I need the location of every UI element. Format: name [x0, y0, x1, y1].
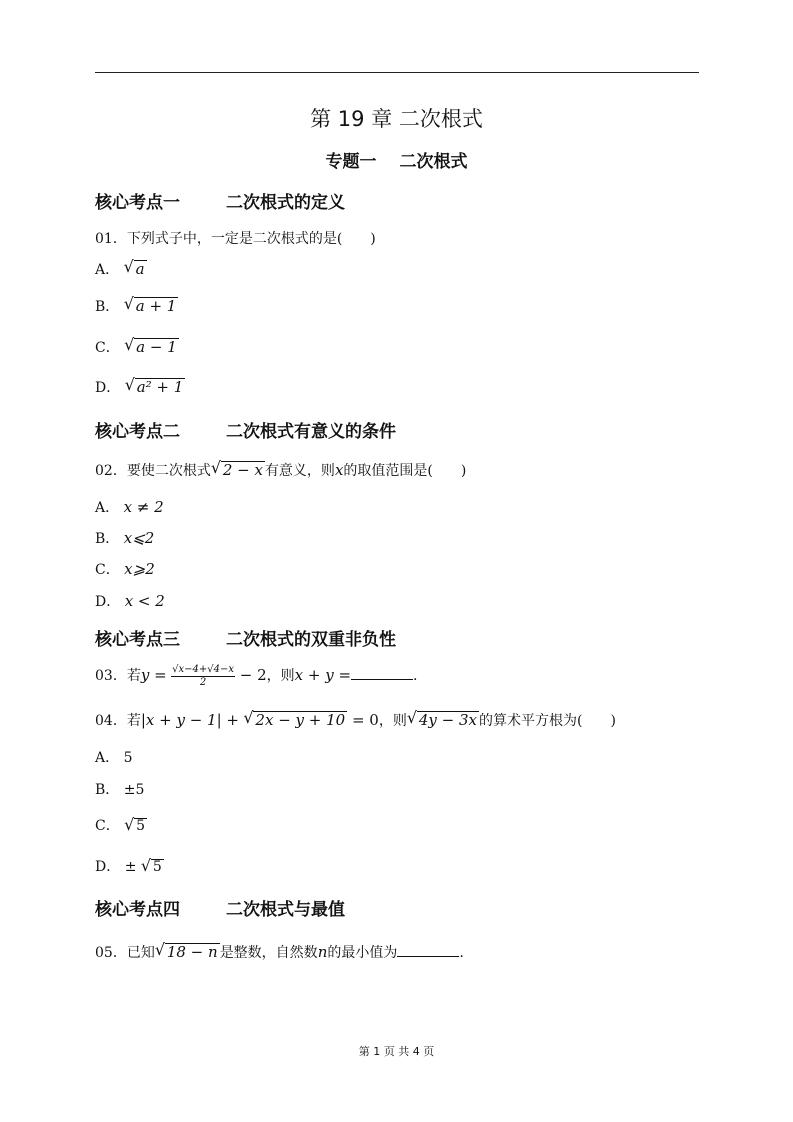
option-expression: ±5	[123, 782, 145, 798]
q04-option-d	[95, 856, 164, 876]
section-title: 二次根式的定义	[226, 193, 345, 213]
q01-option-b	[95, 296, 178, 316]
section-heading-4	[95, 895, 345, 920]
option-letter: A．	[95, 262, 120, 278]
sqrt-expression: √ 2 − x	[210, 458, 263, 479]
section-title: 二次根式与最值	[226, 900, 345, 920]
chapter-title: 第 19 章 二次根式	[310, 107, 483, 131]
option-letter: D．	[95, 594, 121, 610]
option-letter: C．	[95, 818, 120, 834]
option-letter: D．	[95, 380, 121, 396]
section-heading-2	[95, 417, 396, 442]
section-heading-1	[95, 188, 345, 213]
topic-subtitle: 专题一 二次根式	[325, 152, 468, 172]
answer-blank[interactable]	[351, 667, 413, 680]
sqrt-expression: √ a − 1	[124, 335, 177, 356]
sqrt-expression: √ 2x − y + 10	[243, 708, 346, 729]
option-letter: B．	[95, 782, 120, 798]
section-label: 核心考点二	[95, 422, 180, 442]
question-04-stem: 04．若|x + y − 1| + √ 2x − y + 10 = 0，则 √ 4y − 3x 的算术平方根为( )	[95, 708, 616, 729]
option-expression: 5	[123, 750, 133, 766]
sqrt-expression: √ 5	[140, 856, 162, 875]
sqrt-expression: √ 4y − 3x	[406, 708, 477, 729]
section-title: 二次根式的双重非负性	[226, 630, 396, 650]
option-expression: ±	[124, 859, 141, 875]
sqrt-expression: √ a + 1	[123, 294, 177, 315]
question-03-stem: 03．若y = $\frac{√x-4+√4-x}{2}$ − 2，则x + y = .	[95, 664, 418, 688]
option-letter: D．	[95, 859, 121, 875]
q01-option-a	[95, 259, 147, 279]
sqrt-expression: √ 18 − n	[154, 940, 218, 961]
question-01-stem: 01．下列式子中，一定是二次根式的是( )	[95, 231, 376, 247]
option-expression: x < 2	[124, 592, 165, 610]
option-letter: C．	[95, 562, 120, 578]
q02-option-b	[95, 528, 154, 548]
q02-option-c	[95, 559, 155, 579]
sqrt-expression: √ a	[123, 257, 145, 278]
q02-option-d	[95, 591, 165, 611]
sqrt-expression: √ 5	[124, 815, 146, 834]
section-label: 核心考点一	[95, 193, 180, 213]
q04-option-b	[95, 779, 144, 799]
section-title: 二次根式有意义的条件	[226, 422, 396, 442]
q02-option-a	[95, 497, 164, 517]
option-expression: x⩾2	[124, 560, 155, 578]
section-label: 核心考点四	[95, 900, 180, 920]
section-label: 核心考点三	[95, 630, 180, 650]
q04-option-c	[95, 815, 147, 835]
option-letter: A．	[95, 750, 120, 766]
q04-option-a	[95, 747, 133, 767]
option-letter: C．	[95, 340, 120, 356]
answer-blank[interactable]	[397, 944, 459, 957]
option-expression: x⩽2	[123, 529, 155, 547]
option-letter: B．	[95, 299, 120, 315]
question-02-stem: 02．要使二次根式 √ 2 − x 有意义，则x的取值范围是( )	[95, 458, 467, 479]
section-heading-3	[95, 625, 396, 650]
q01-option-c	[95, 337, 179, 357]
option-expression: x ≠ 2	[123, 498, 164, 516]
fraction: $\frac{√x-4+√4-x}{2}$	[172, 664, 234, 688]
header-rule	[95, 72, 699, 73]
question-05-stem: 05．已知 √ 18 − n 是整数，自然数n的最小值为 .	[95, 940, 464, 961]
sqrt-expression: √ a² + 1	[124, 375, 184, 396]
q01-option-d	[95, 377, 185, 397]
option-letter: B．	[95, 531, 120, 547]
option-letter: A．	[95, 500, 120, 516]
page-footer: 第 1 页 共 4 页	[358, 1045, 435, 1058]
